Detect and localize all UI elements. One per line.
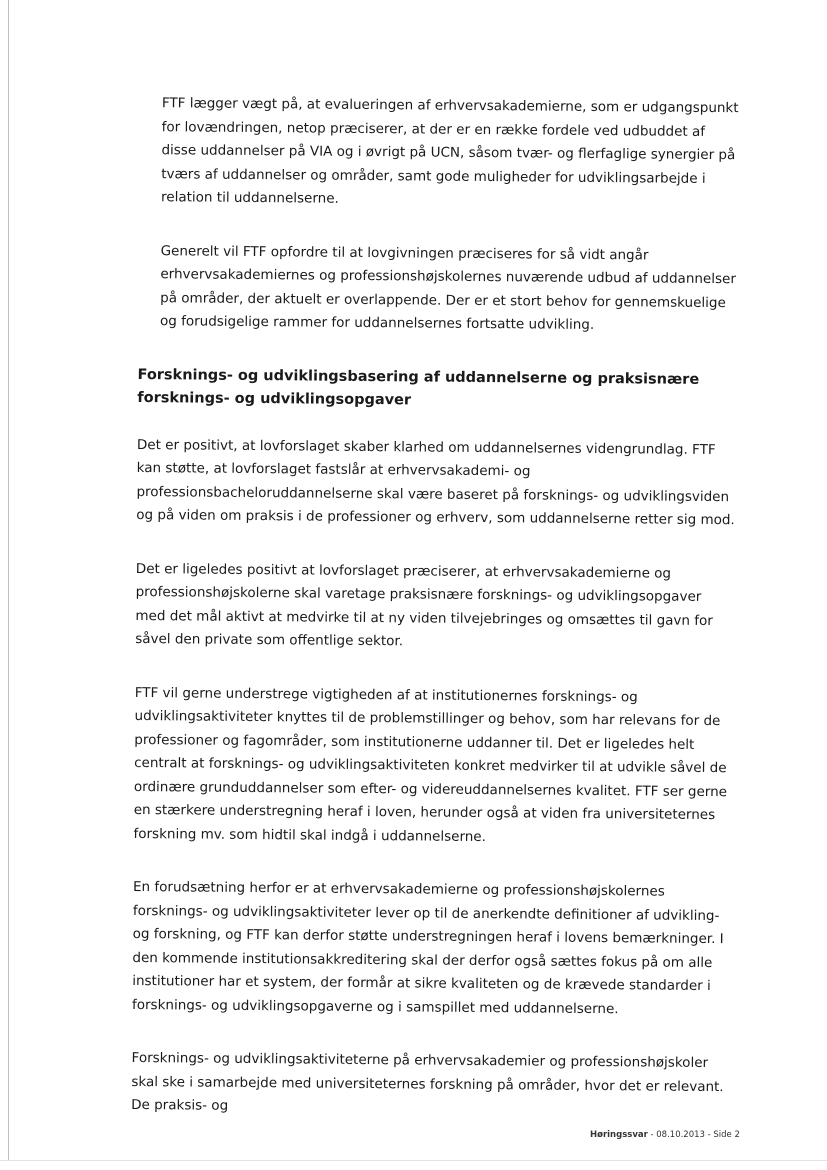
paragraph-7: Forsknings- og udviklingsaktiviteterne på erhvervsakademier og professionshøjskoler skal ske i samarbejde med universiteternes forskning på områder, hvor det er relevant. De praksis- og	[131, 1049, 724, 1114]
page-edge-left	[8, 0, 9, 1160]
paragraph-2: Generelt vil FTF opfordre til at lovgivningen præciseres for så vidt angår erhvervsakademiernes og professionshøjskolernes nuværende udbud af uddannelser på områder, der aktuelt er overlappende. Der er et stort behov for gennemskuelige og forudsigelige rammer for uddannelsernes fortsatte udvikling.	[159, 242, 736, 333]
paragraph-4: Det er ligeledes positivt at lovforslaget præciserer, at erhvervsakademierne og professionshøjskolerne skal varetage praksisnære forsknings- og udviklingsopgaver med det mål aktivt at medvirke til at ny viden tilvejebringes og omsættes til gavn for såvel den private som offentlige sektor.	[135, 560, 713, 650]
paragraph-5: FTF vil gerne understrege vigtigheden af at institutionernes forsknings- og udviklingsaktiviteter knyttes til de problemstillinger og behov, som har relevans for de professioner og fagområder, som institutionerne uddanner til. Det er ligeledes helt centralt at forsknings- og udviklingsaktiviteten konkret medvirker til at udvikle såvel de ordinære grunduddannelser som efter- og videreuddannelsernes kvalitet. FTF ser gerne en stærkere understregning heraf i loven, herunder også at viden fra universiteternes forskning mv. som hidtil skal indgå i uddannelserne.	[133, 684, 728, 845]
page-edge-bottom	[0, 1160, 827, 1161]
paragraph-6: En forudsætning herfor er at erhvervsakademierne og professionshøjskolernes forsknings- og udviklingsaktiviteter lever op til de anerkendte definitioner af udvikling- og forskning, og FTF kan derfor støtte understregningen heraf i lovens bemærkninger. I den kommende institutionsakkreditering skal der derfor også sættes fokus på om alle institutioner har et system, der formår at sikre kvaliteten og de krævede standarder i forsknings- og udviklingsopgaverne og i samspillet med uddannelserne.	[131, 878, 724, 1017]
page-footer	[590, 1130, 740, 1140]
footer-date-page: - 08.10.2013 - Side 2	[647, 1130, 740, 1140]
section-heading: Forsknings- og udviklingsbasering af uddannelserne og praksisnære forsknings- og udviklingsopgaver	[137, 366, 700, 408]
document-body	[131, 92, 740, 1153]
paragraph-1: FTF lægger vægt på, at evalueringen af erhvervsakademierne, som er udgangspunkt for lovændringen, netop præciserer, at der er en række fordele ved udbuddet af disse uddannelser på VIA og i øvrigt på UCN, såsom tvær- og flerfaglige synergier på tværs af uddannelser og områder, samt gode muligheder for udviklingsarbejde i relation til uddannelserne.	[161, 95, 739, 207]
footer-label: Høringssvar	[590, 1130, 648, 1140]
paragraph-3: Det er positivt, at lovforslaget skaber klarhed om uddannelsernes videngrundlag. FTF kan støtte, at lovforslaget fastslår at erhvervsakademi- og professionsbacheloruddannelserne skal være baseret på forsknings- og udviklingsviden og på viden om praksis i de professioner og erhverv, som uddannelserne retter sig mod.	[136, 436, 735, 529]
